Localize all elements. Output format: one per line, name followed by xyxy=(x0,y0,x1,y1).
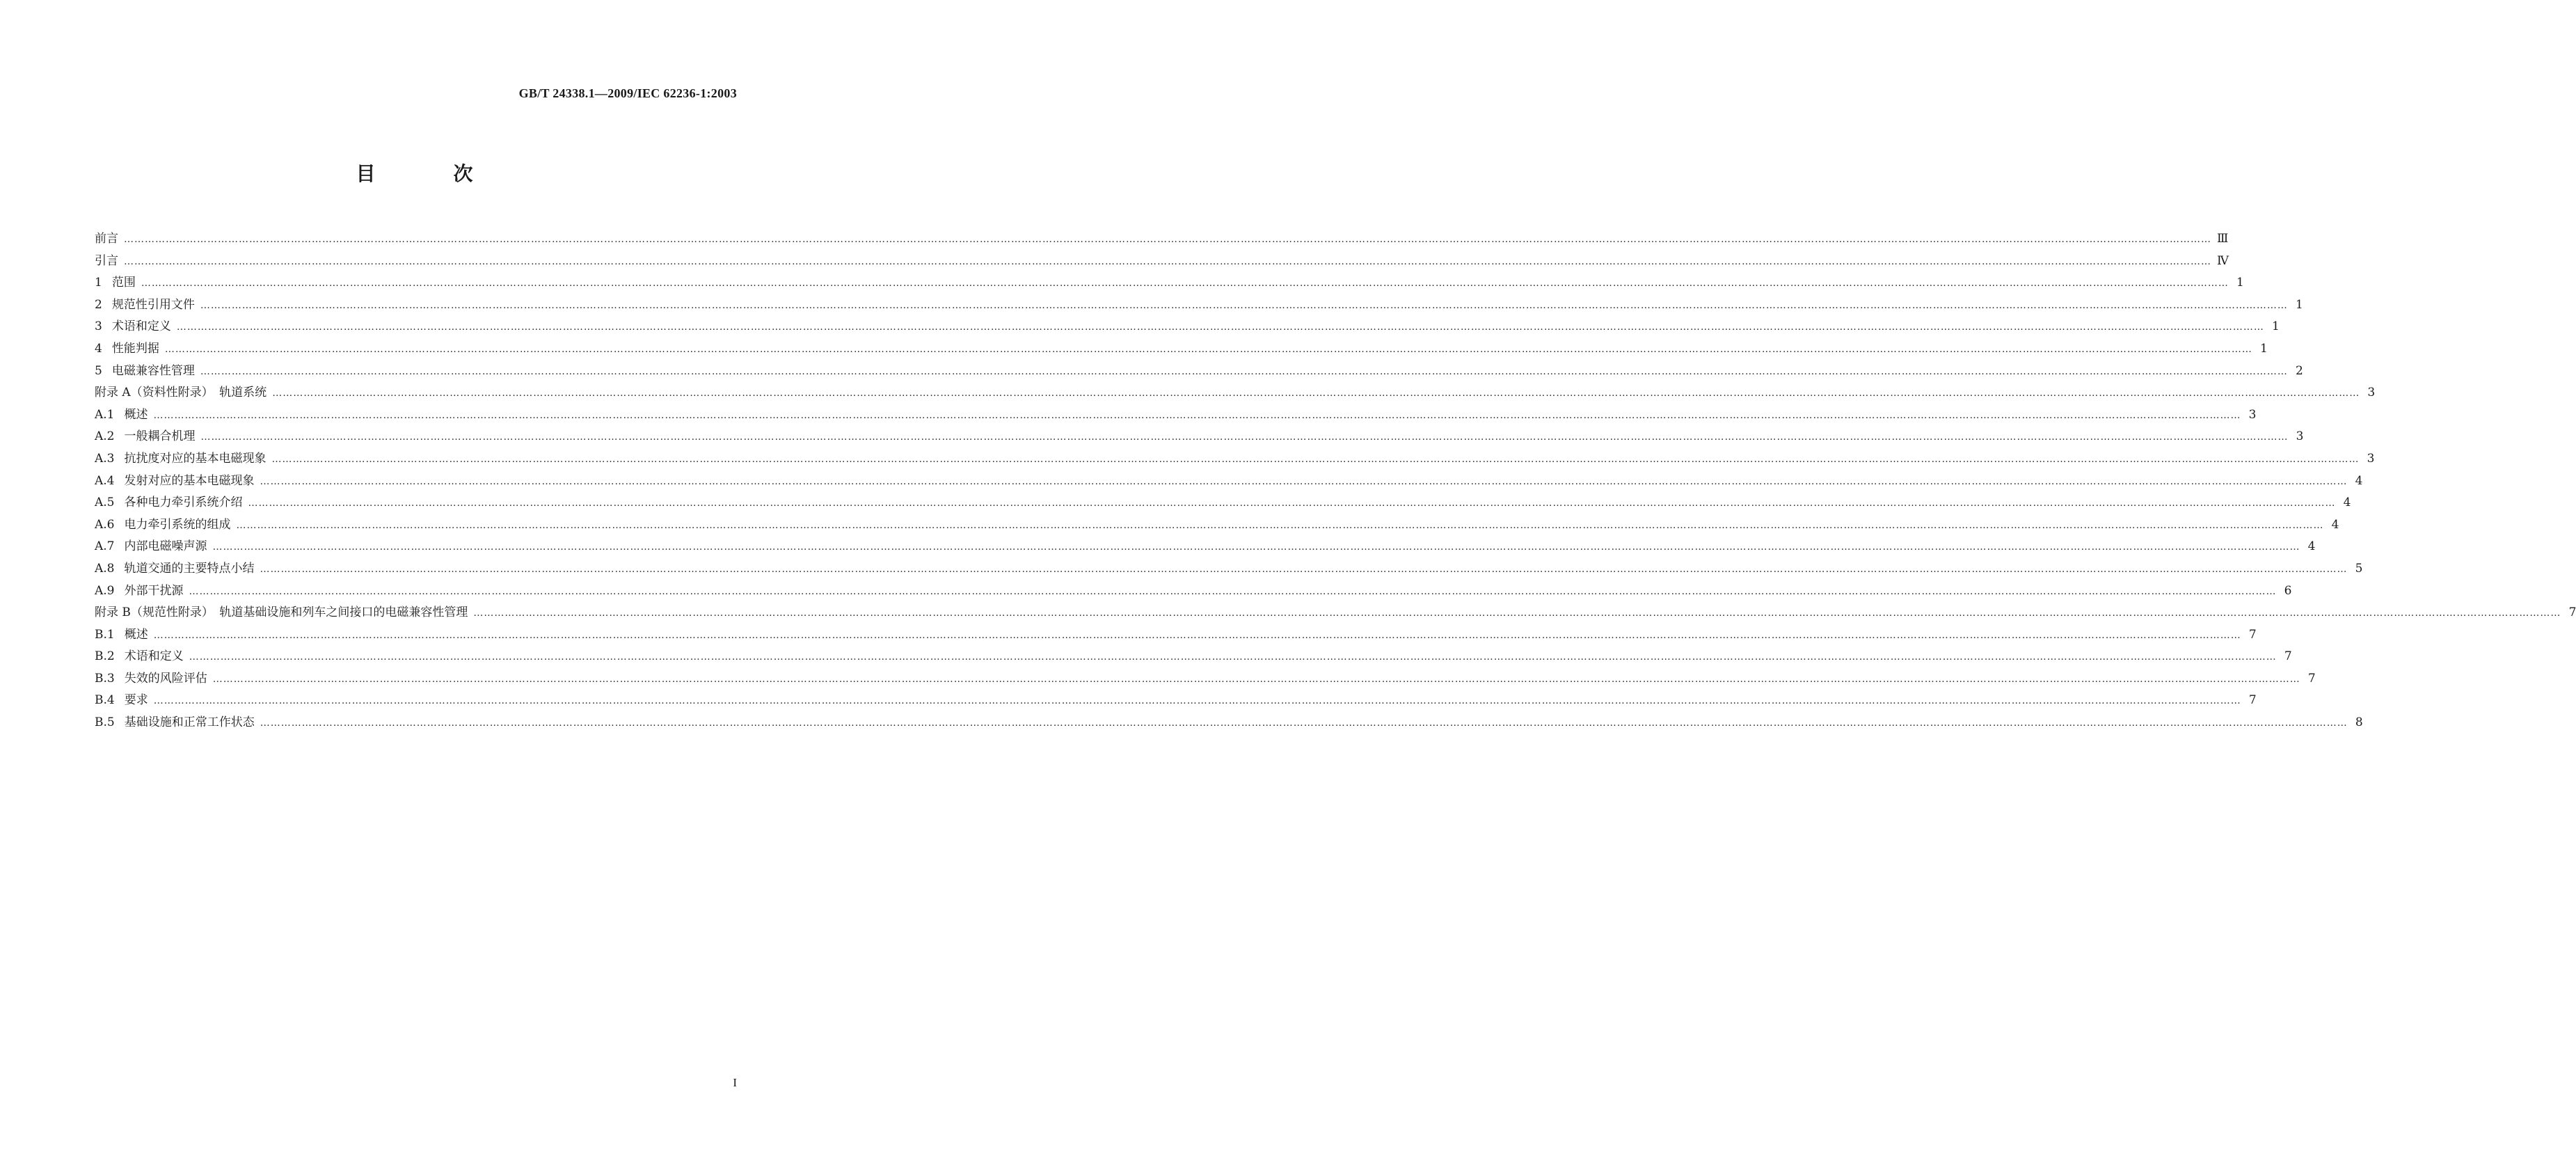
toc-entry-title: 内部电磁噪声源 xyxy=(124,539,207,554)
toc-entry[interactable] xyxy=(95,251,2229,273)
toc-entry[interactable] xyxy=(95,316,2280,338)
toc-entry-label xyxy=(95,361,200,383)
toc-entry-label xyxy=(95,272,141,294)
dot-leader: …………………………………………………………………………………………………………………………………………………………………………………………………………………………………………………………………………………………………………………………………………………………………………………………………………………………………………………………………………………………………………………………………………………… xyxy=(200,365,2288,377)
toc-entry-title: 电力牵引系统的组成 xyxy=(124,517,231,532)
toc-entry-label xyxy=(95,514,237,537)
toc-entry-page: 3 xyxy=(2367,386,2376,400)
toc-entry[interactable] xyxy=(95,228,2229,251)
page-number: I xyxy=(733,1076,737,1089)
toc-entry-number: B.5 xyxy=(95,715,115,730)
toc-entry-label xyxy=(95,492,248,514)
toc-entry-page: 1 xyxy=(2296,297,2303,312)
toc-entry[interactable] xyxy=(95,382,2376,404)
toc-entry[interactable] xyxy=(95,404,2257,427)
toc-entry-title: 术语和定义 xyxy=(111,319,171,334)
toc-entry-title: 概述 xyxy=(124,627,148,642)
toc-entry[interactable] xyxy=(95,690,2257,712)
toc-entry-label xyxy=(95,382,272,404)
dot-leader: …………………………………………………………………………………………………………………………………………………………………………………………………………………………………………………………………………………………………………………………………………………………………………………………………………………………………………………………………………………………………………………………………………………… xyxy=(260,563,2348,575)
table-of-contents xyxy=(95,228,2576,734)
toc-entry-label xyxy=(95,602,473,624)
dot-leader: …………………………………………………………………………………………………………………………………………………………………………………………………………………………………………………………………………………………………………………………………………………………………………………………………………………………………………………………………………………………………………………………………………………… xyxy=(200,431,2289,443)
toc-entry-title: 附录 A（资料性附录） 轨道系统 xyxy=(95,386,267,400)
toc-entry-number: A.9 xyxy=(95,583,115,598)
toc-entry-page: 6 xyxy=(2284,583,2292,598)
toc-entry-title: 基础设施和正常工作状态 xyxy=(124,715,255,730)
toc-entry-number: 5 xyxy=(95,363,102,378)
toc-entry[interactable] xyxy=(95,470,2363,493)
toc-entry-label xyxy=(95,338,165,361)
toc-entry-title: 要求 xyxy=(124,693,148,708)
toc-entry-label xyxy=(95,624,154,647)
toc-entry-label xyxy=(95,558,260,580)
dot-leader: …………………………………………………………………………………………………………………………………………………………………………………………………………………………………………………………………………………………………………………………………………………………………………………………………………………………………………………………………………………………………………………………………………………… xyxy=(189,651,2277,663)
toc-entry-page: 4 xyxy=(2331,517,2339,532)
toc-entry-number: A.2 xyxy=(95,429,115,444)
toc-entry[interactable] xyxy=(95,624,2257,647)
toc-entry-title: 抗扰度对应的基本电磁现象 xyxy=(124,451,267,466)
toc-entry-page: 5 xyxy=(2355,561,2363,576)
dot-leader: …………………………………………………………………………………………………………………………………………………………………………………………………………………………………………………………………………………………………………………………………………………………………………………………………………………………………………………………………………………………………………………………………………………… xyxy=(153,629,2241,641)
toc-entry-title: 附录 B（规范性附录） 轨道基础设施和列车之间接口的电磁兼容性管理 xyxy=(95,605,468,620)
toc-entry-page: 1 xyxy=(2272,319,2280,334)
toc-entry-title: 轨道交通的主要特点小结 xyxy=(124,561,255,576)
toc-entry-title: 一般耦合机理 xyxy=(124,429,196,444)
toc-entry[interactable] xyxy=(95,602,2576,624)
toc-entry-page: 3 xyxy=(2296,429,2304,444)
dot-leader: …………………………………………………………………………………………………………………………………………………………………………………………………………………………………………………………………………………………………………………………………………………………………………………………………………………………………………………………………………………………………………………………………………………… xyxy=(473,608,2561,619)
toc-entry-page: 7 xyxy=(2568,605,2576,620)
toc-entry[interactable] xyxy=(95,294,2303,317)
toc-entry-title: 前言 xyxy=(95,232,118,246)
toc-entry-page: Ⅲ xyxy=(2217,232,2229,246)
dot-leader: …………………………………………………………………………………………………………………………………………………………………………………………………………………………………………………………………………………………………………………………………………………………………………………………………………………………………………………………………………………………………………………………………………………… xyxy=(212,541,2300,553)
toc-entry-page: 3 xyxy=(2248,407,2257,422)
toc-entry-number: A.5 xyxy=(95,496,115,510)
toc-entry-label xyxy=(95,580,189,603)
toc-entry-label xyxy=(95,690,154,712)
toc-entry-number: B.2 xyxy=(95,649,115,664)
dot-leader: …………………………………………………………………………………………………………………………………………………………………………………………………………………………………………………………………………………………………………………………………………………………………………………………………………………………………………………………………………………………………………………………………………………… xyxy=(271,453,2360,465)
dot-leader: …………………………………………………………………………………………………………………………………………………………………………………………………………………………………………………………………………………………………………………………………………………………………………………………………………………………………………………………………………………………………………………………………………………… xyxy=(153,409,2241,421)
toc-entry-label xyxy=(95,316,177,338)
toc-entry-label xyxy=(95,646,189,668)
toc-entry-label xyxy=(95,668,213,690)
dot-leader: …………………………………………………………………………………………………………………………………………………………………………………………………………………………………………………………………………………………………………………………………………………………………………………………………………………………………………………………………………………………………………………………………………………… xyxy=(200,299,2288,311)
toc-entry[interactable] xyxy=(95,712,2363,734)
toc-entry-title: 引言 xyxy=(95,253,118,268)
toc-entry-page: 1 xyxy=(2260,341,2268,356)
toc-entry-number: A.6 xyxy=(95,517,115,532)
toc-entry-title: 发射对应的基本电磁现象 xyxy=(124,473,255,488)
toc-entry-page: 8 xyxy=(2355,715,2363,730)
toc-entry-page: 3 xyxy=(2367,451,2375,466)
toc-entry-label xyxy=(95,712,260,734)
toc-entry-number: A.4 xyxy=(95,473,115,488)
toc-entry-label xyxy=(95,251,124,273)
toc-entry[interactable] xyxy=(95,668,2316,690)
toc-entry-label xyxy=(95,470,260,493)
toc-entry-label xyxy=(95,228,124,251)
toc-entry[interactable] xyxy=(95,492,2351,514)
dot-leader: …………………………………………………………………………………………………………………………………………………………………………………………………………………………………………………………………………………………………………………………………………………………………………………………………………………………………………………………………………………………………………………………………………………… xyxy=(124,255,2211,267)
toc-entry-label xyxy=(95,404,154,427)
dot-leader: …………………………………………………………………………………………………………………………………………………………………………………………………………………………………………………………………………………………………………………………………………………………………………………………………………………………………………………………………………………………………………………………………………………… xyxy=(176,322,2264,333)
dot-leader: …………………………………………………………………………………………………………………………………………………………………………………………………………………………………………………………………………………………………………………………………………………………………………………………………………………………………………………………………………………………………………………………………………………… xyxy=(272,388,2360,399)
toc-entry[interactable] xyxy=(95,448,2375,470)
toc-entry-number: A.1 xyxy=(95,407,115,422)
toc-entry-title: 各种电力牵引系统介绍 xyxy=(124,496,243,510)
toc-entry[interactable] xyxy=(95,536,2316,558)
toc-entry-page: 4 xyxy=(2355,473,2363,488)
toc-entry-page: 2 xyxy=(2296,363,2303,378)
toc-entry-number: 1 xyxy=(95,276,102,290)
dot-leader: …………………………………………………………………………………………………………………………………………………………………………………………………………………………………………………………………………………………………………………………………………………………………………………………………………………………………………………………………………………………………………………………………………………… xyxy=(189,585,2277,597)
dot-leader: …………………………………………………………………………………………………………………………………………………………………………………………………………………………………………………………………………………………………………………………………………………………………………………………………………………………………………………………………………………………………………………………………………………… xyxy=(236,519,2324,531)
toc-entry-page: 7 xyxy=(2248,627,2257,642)
dot-leader: …………………………………………………………………………………………………………………………………………………………………………………………………………………………………………………………………………………………………………………………………………………………………………………………………………………………………………………………………………………………………………………………………………………… xyxy=(124,234,2211,245)
toc-entry-title: 失效的风险评估 xyxy=(124,671,207,686)
toc-entry-title: 术语和定义 xyxy=(124,649,184,664)
toc-entry[interactable] xyxy=(95,580,2292,603)
toc-entry-label xyxy=(95,294,200,317)
toc-entry-label xyxy=(95,536,213,558)
dot-leader: …………………………………………………………………………………………………………………………………………………………………………………………………………………………………………………………………………………………………………………………………………………………………………………………………………………………………………………………………………………………………………………………………………………… xyxy=(260,718,2348,729)
toc-entry-number: 2 xyxy=(95,297,102,312)
toc-entry[interactable] xyxy=(95,646,2292,668)
dot-leader: …………………………………………………………………………………………………………………………………………………………………………………………………………………………………………………………………………………………………………………………………………………………………………………………………………………………………………………………………………………………………………………………………………………… xyxy=(248,498,2336,509)
toc-entry-page: Ⅳ xyxy=(2217,253,2229,268)
toc-entry-number: A.8 xyxy=(95,561,115,576)
toc-entry-title: 外部干扰源 xyxy=(124,583,184,598)
toc-entry-label xyxy=(95,426,201,448)
toc-entry-page: 4 xyxy=(2343,496,2351,510)
toc-entry-page: 7 xyxy=(2248,693,2257,708)
toc-entry[interactable] xyxy=(95,558,2363,580)
toc-entry-title: 性能判据 xyxy=(111,341,159,356)
toc-entry-number: B.1 xyxy=(95,627,115,642)
toc-entry[interactable] xyxy=(95,272,2244,294)
toc-entry-page: 1 xyxy=(2236,276,2244,290)
toc-entry-number: A.7 xyxy=(95,539,115,554)
dot-leader: …………………………………………………………………………………………………………………………………………………………………………………………………………………………………………………………………………………………………………………………………………………………………………………………………………………………………………………………………………………………………………………………………………………… xyxy=(164,343,2252,355)
dot-leader: …………………………………………………………………………………………………………………………………………………………………………………………………………………………………………………………………………………………………………………………………………………………………………………………………………………………………………………………………………………………………………………………………………………… xyxy=(260,475,2348,487)
dot-leader: …………………………………………………………………………………………………………………………………………………………………………………………………………………………………………………………………………………………………………………………………………………………………………………………………………………………………………………………………………………………………………………………………………………… xyxy=(212,673,2300,685)
standard-code-header: GB/T 24338.1—2009/IEC 62236-1:2003 xyxy=(518,86,737,100)
toc-entry-title: 概述 xyxy=(124,407,148,422)
toc-entry[interactable] xyxy=(95,361,2303,383)
dot-leader: …………………………………………………………………………………………………………………………………………………………………………………………………………………………………………………………………………………………………………………………………………………………………………………………………………………………………………………………………………………………………………………………………………………… xyxy=(153,695,2241,707)
toc-entry-label xyxy=(95,448,272,470)
toc-entry-number: B.3 xyxy=(95,671,115,686)
toc-entry-number: 4 xyxy=(95,341,102,356)
toc-entry-title: 规范性引用文件 xyxy=(111,297,195,312)
toc-entry-title: 范围 xyxy=(111,276,136,290)
toc-entry-number: A.3 xyxy=(95,451,115,466)
toc-entry[interactable] xyxy=(95,514,2339,537)
toc-entry-title: 电磁兼容性管理 xyxy=(111,363,195,378)
toc-entry[interactable] xyxy=(95,426,2304,448)
toc-entry-page: 7 xyxy=(2307,671,2316,686)
page-title: 目 次 xyxy=(356,162,502,185)
toc-entry-page: 7 xyxy=(2284,649,2292,664)
dot-leader: …………………………………………………………………………………………………………………………………………………………………………………………………………………………………………………………………………………………………………………………………………………………………………………………………………………………………………………………………………………………………………………………………………………… xyxy=(141,278,2229,290)
toc-entry-number: B.4 xyxy=(95,693,115,708)
toc-entry-number: 3 xyxy=(95,319,102,334)
toc-entry-page: 4 xyxy=(2307,539,2316,554)
toc-entry[interactable] xyxy=(95,338,2268,361)
